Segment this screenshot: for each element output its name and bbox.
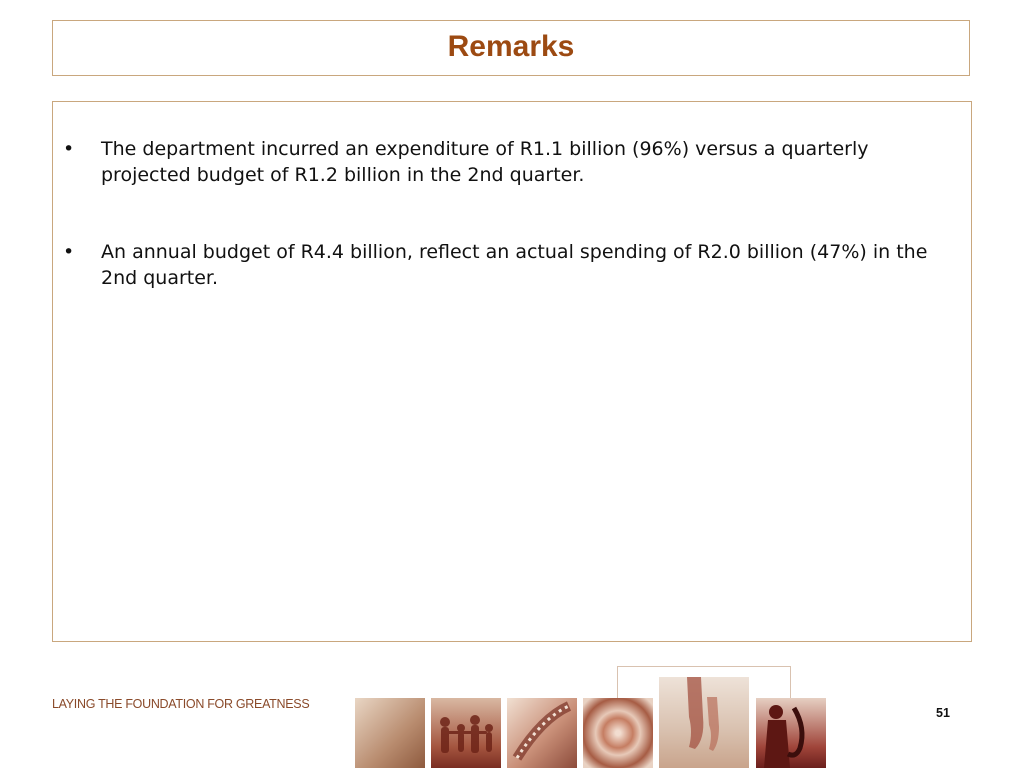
slide-title: Remarks: [447, 30, 575, 63]
woven-basket-photo: [583, 698, 653, 768]
footer-tagline: LAYING THE FOUNDATION FOR GREATNESS: [52, 697, 310, 711]
title-box: [52, 20, 970, 76]
page-number: 51: [936, 706, 950, 720]
content-box: [52, 101, 972, 642]
family-silhouette-photo: [431, 698, 501, 768]
bullet-text: The department incurred an expenditure of R1.1 billion (96%) versus a quarterly projected budget of R1.2 billion in the 2nd quarter.: [101, 138, 869, 186]
bullet-icon: •: [63, 241, 75, 263]
ballet-shoes-photo: [659, 677, 749, 768]
bullet-item: [63, 136, 953, 188]
bullet-icon: •: [63, 138, 75, 160]
saxophone-player-photo: [756, 698, 826, 768]
photo-frame: [617, 666, 791, 768]
bullet-text: An annual budget of R4.4 billion, reflect an actual spending of R2.0 billion (47%) in the 2nd quarter.: [101, 241, 928, 289]
film-reel-photo: [507, 698, 577, 768]
bullet-item: [63, 239, 953, 291]
hands-braille-photo: [355, 698, 425, 768]
